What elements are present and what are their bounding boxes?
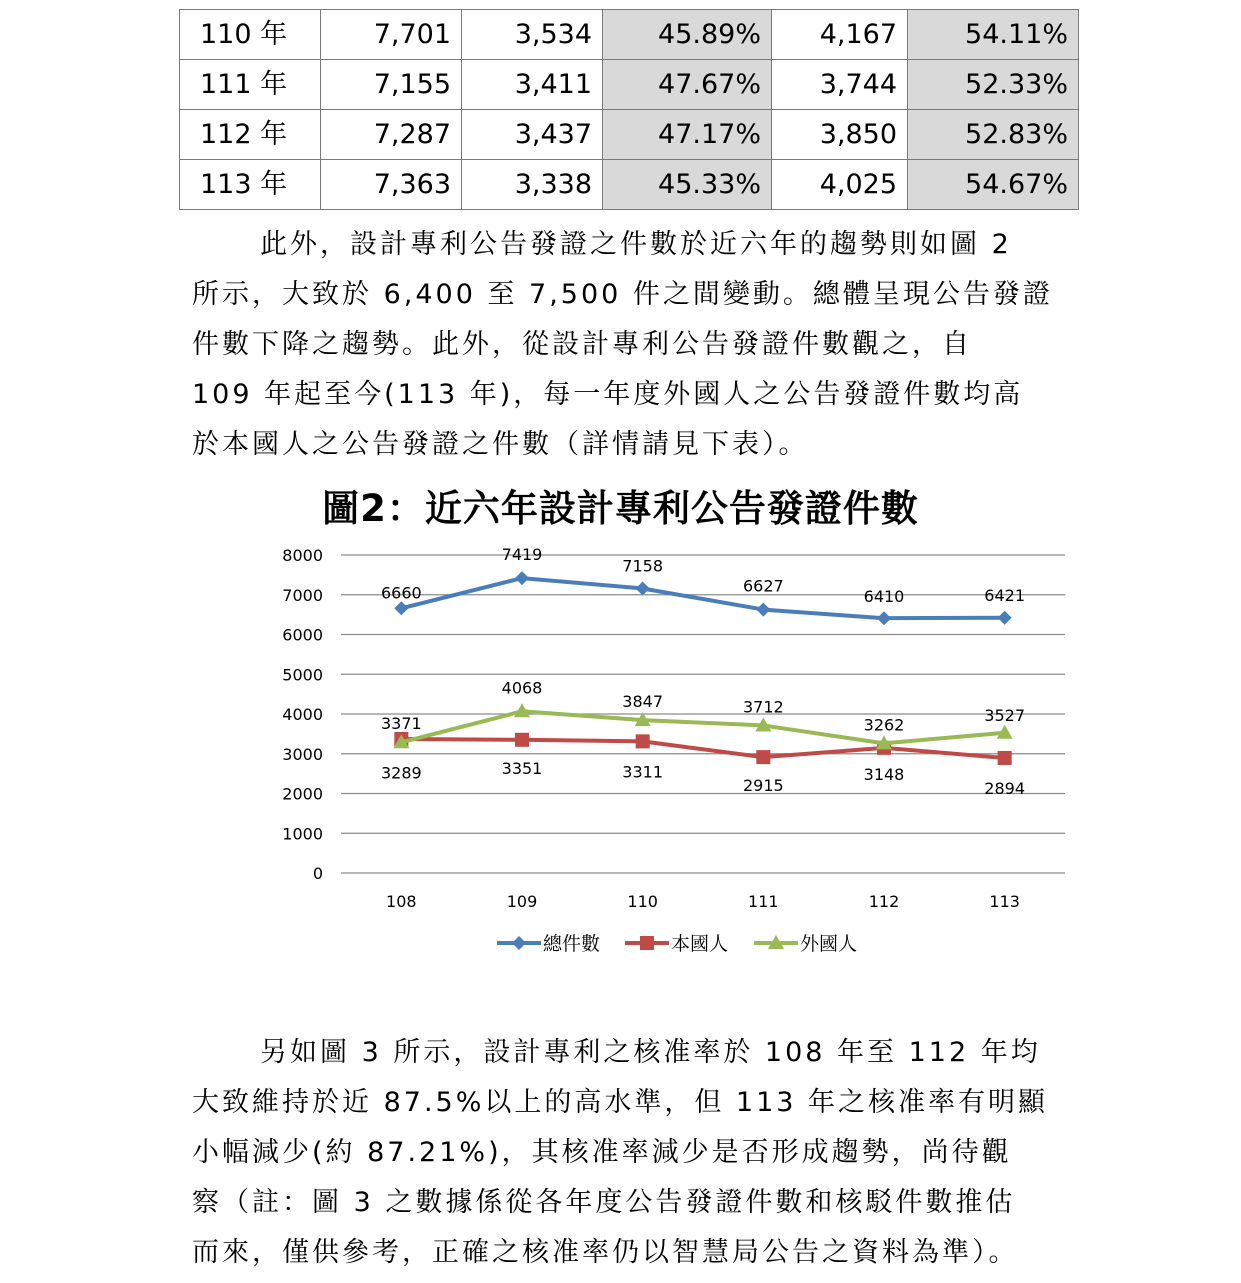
x-tick-label: 112 <box>868 892 900 911</box>
domestic-cell: 3,437 <box>462 110 603 160</box>
year-cell: 113 年 <box>180 160 321 210</box>
y-tick-label: 3000 <box>282 744 323 764</box>
paragraph-line: 109 年起至今(113 年)，每一年度外國人之公告發證件數均高 <box>192 379 1024 410</box>
y-tick-label: 8000 <box>282 546 323 565</box>
legend-marker <box>640 936 654 950</box>
x-tick-label: 113 <box>989 892 1020 911</box>
data-label: 3311 <box>622 762 664 782</box>
data-point <box>394 601 408 615</box>
data-label: 4068 <box>501 678 543 698</box>
data-point <box>636 734 650 748</box>
data-label: 3527 <box>984 705 1026 725</box>
data-label: 3351 <box>501 758 543 778</box>
total-cell: 7,363 <box>321 160 462 210</box>
y-tick-label: 4000 <box>282 705 323 724</box>
data-label: 3148 <box>863 764 905 784</box>
series-line <box>401 578 1004 618</box>
data-label: 6627 <box>742 576 784 596</box>
data-label: 6410 <box>863 587 905 607</box>
y-tick-label: 6000 <box>282 625 323 645</box>
paragraph-line: 大致維持於近 87.5%以上的高水準，但 113 年之核准率有明顯 <box>192 1087 1049 1118</box>
data-label: 6421 <box>984 585 1026 605</box>
domestic-cell: 3,534 <box>462 10 603 60</box>
data-point <box>877 611 891 625</box>
domestic-pct-cell: 45.89% <box>603 10 772 60</box>
foreign-cell: 3,744 <box>772 60 908 110</box>
data-label: 2894 <box>984 778 1026 798</box>
total-cell: 7,155 <box>321 60 462 110</box>
data-point <box>515 733 529 747</box>
domestic-pct-cell: 45.33% <box>603 160 772 210</box>
foreign-pct-cell: 54.11% <box>908 10 1079 60</box>
paragraph-line: 另如圖 3 所示，設計專利之核准率於 108 年至 112 年均 <box>260 1037 1041 1068</box>
x-tick-label: 109 <box>506 892 538 911</box>
data-label: 3371 <box>380 714 422 734</box>
paragraph-line: 此外，設計專利公告發證之件數於近六年的趨勢則如圖 2 <box>260 229 1012 260</box>
y-tick-label: 5000 <box>282 665 323 685</box>
legend-label: 外國人 <box>800 933 858 955</box>
domestic-pct-cell: 47.17% <box>603 110 772 160</box>
legend-label: 本國人 <box>671 933 729 955</box>
data-point <box>998 611 1012 625</box>
data-label: 6660 <box>380 583 422 603</box>
foreign-pct-cell: 52.33% <box>908 60 1079 110</box>
paragraph-line: 察（註：圖 3 之數據係從各年度公告發證件數和核駁件數推估 <box>192 1187 1016 1218</box>
paragraph-approval-rate <box>192 1028 1058 1278</box>
domestic-pct-cell: 47.67% <box>603 60 772 110</box>
total-cell: 7,701 <box>321 10 462 60</box>
total-cell: 7,287 <box>321 110 462 160</box>
domestic-cell: 3,411 <box>462 60 603 110</box>
data-label: 7419 <box>501 545 543 565</box>
paragraph-line: 而來，僅供參考，正確之核准率仍以智慧局公告之資料為準）。 <box>192 1237 1019 1268</box>
foreign-cell: 4,167 <box>772 10 908 60</box>
y-tick-label: 2000 <box>282 784 323 804</box>
x-tick-label: 108 <box>386 892 417 911</box>
data-point <box>998 751 1012 765</box>
y-tick-label: 7000 <box>282 585 323 605</box>
data-label: 3847 <box>622 692 664 712</box>
foreign-pct-cell: 54.67% <box>908 160 1079 210</box>
x-tick-label: 110 <box>627 892 658 911</box>
foreign-pct-cell: 52.83% <box>908 110 1079 160</box>
data-point <box>636 581 650 595</box>
y-tick-label: 1000 <box>282 824 323 844</box>
year-cell: 111 年 <box>180 60 321 110</box>
data-label: 3712 <box>742 697 784 717</box>
paragraph-line: 小幅減少(約 87.21%)，其核准率減少是否形成趨勢，尚待觀 <box>192 1137 1012 1168</box>
paragraph-line: 件數下降之趨勢。此外，從設計專利公告發證件數觀之，自 <box>192 329 972 360</box>
data-label: 3289 <box>380 763 422 783</box>
data-point <box>756 603 770 617</box>
foreign-cell: 4,025 <box>772 160 908 210</box>
paragraph-line: 所示，大致於 6,400 至 7,500 件之間變動。總體呈現公告發證 <box>192 279 1053 310</box>
data-point <box>515 571 529 585</box>
data-label: 3262 <box>863 715 905 735</box>
legend-marker <box>512 936 526 950</box>
x-tick-label: 111 <box>748 892 779 911</box>
year-cell: 110 年 <box>180 10 321 60</box>
legend-label: 總件數 <box>543 933 601 955</box>
paragraph-line: 於本國人之公告發證之件數（詳情請見下表）。 <box>192 429 809 460</box>
y-tick-label: 0 <box>312 864 323 883</box>
data-point <box>756 750 770 764</box>
data-label: 7158 <box>622 556 664 576</box>
foreign-cell: 3,850 <box>772 110 908 160</box>
domestic-cell: 3,338 <box>462 160 603 210</box>
year-cell: 112 年 <box>180 110 321 160</box>
chart-title: 圖2：近六年設計專利公告發證件數 <box>322 487 919 530</box>
data-label: 2915 <box>742 776 784 796</box>
